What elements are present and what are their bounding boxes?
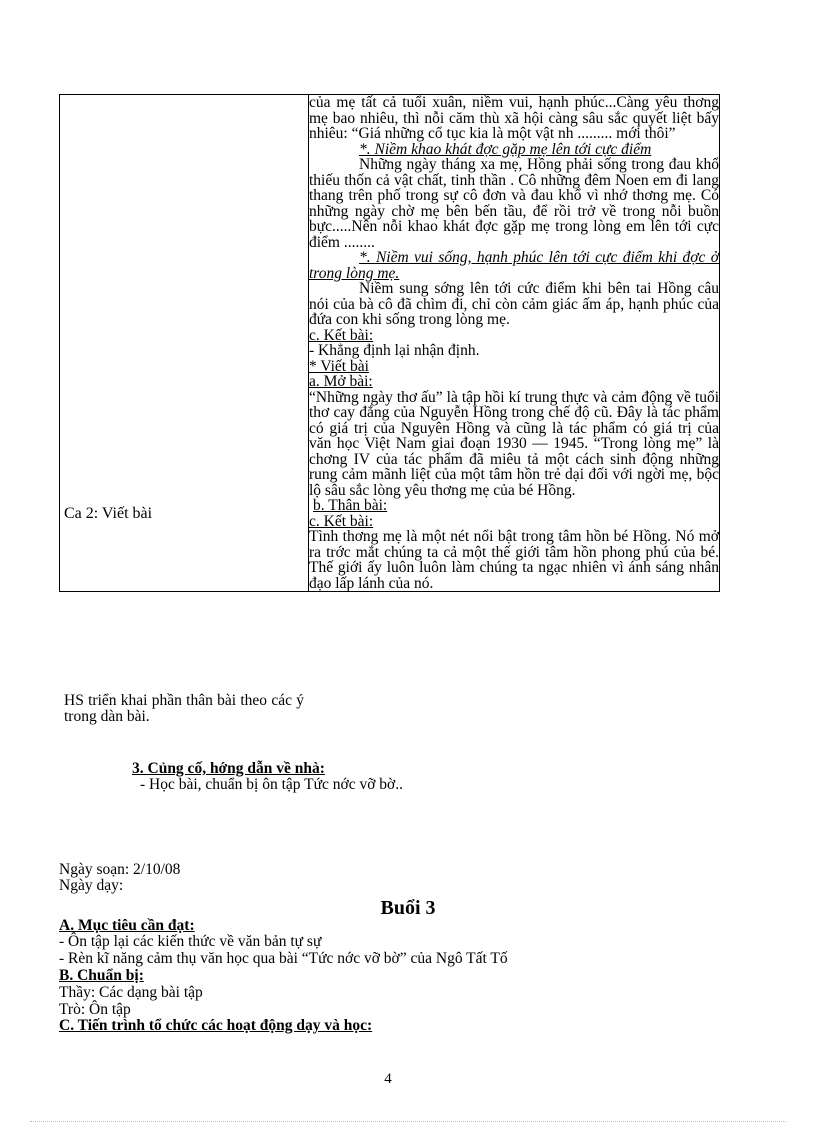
page-title: Buổi 3 xyxy=(380,897,436,919)
page-number: 4 xyxy=(384,1071,392,1087)
chuan-bi-tro: Trò: Ôn tập xyxy=(59,1001,131,1018)
than-bai-heading: b. Thân bài: xyxy=(313,497,388,514)
muc-tieu-item-1: - Ôn tập lại các kiến thức về văn bản tự sự xyxy=(59,933,322,950)
activity-label-hs: HS triển khai phần thân bài theo các ý trong dàn bài. xyxy=(64,692,304,725)
cung-co-text: - Học bài, chuẩn bị ôn tập Tức nớc vỡ bờ.. xyxy=(140,776,403,793)
heading-niem-vui: *. Niềm vui sống, hạnh phúc lên tới cực điểm khi đợc ở trong lòng mẹ. xyxy=(309,249,719,282)
ngay-soan: Ngày soạn: 2/10/08 xyxy=(59,861,181,878)
viet-bai-heading: * Viết bài xyxy=(309,357,369,375)
chuan-bi-heading: B. Chuẩn bị: xyxy=(59,967,144,984)
paragraph-2: Những ngày tháng xa mẹ, Hồng phải sống trong đau khổ thiếu thốn cả vật chất, tinh thần . Cô những đêm Noen em đi lang thang trên phố trong sự cô đơn và đau khổ vì nhớ thơng mẹ. Có những ngày chờ mẹ bên bến tầu, để rồi trở về trong nỗi buồn bực.....Nên nỗi khao khát đợc gặp mẹ trong lòng em lên tới cực điểm ........ xyxy=(309,156,719,251)
ket-bai-text-1: - Khẳng định lại nhận định. xyxy=(309,342,480,359)
ngay-day: Ngày dạy: xyxy=(59,877,124,894)
cung-co-heading: 3. Củng cố, hớng dẫn về nhà: xyxy=(132,760,325,777)
muc-tieu-item-2: - Rèn kĩ năng cảm thụ văn học qua bài “Tức nớc vỡ bờ” của Ngô Tất Tố xyxy=(59,950,508,967)
paragraph-4: “Những ngày thơ ấu” là tập hồi kí trung thực và cảm động về tuổi thơ cay đắng của Nguyễn Hồng trong chế độ cũ. Đây là tác phẩm có giá trị của Nguyên Hồng và cũng là tác phẩm có giá trị của văn học Việt Nam giai đoạn 1930 — 1945. “Trong lòng mẹ” là chơng IV của tác phẩm đã miêu tả một cách sinh động những rung cảm mãnh liệt của một tâm hồn trẻ dại đối với ngời mẹ, bộc lộ sâu sắc lòng yêu thơng mẹ của bé Hồng. xyxy=(309,388,719,499)
heading-khao-khat: *. Niềm khao khát đợc gặp mẹ lên tới cực điểm xyxy=(359,140,652,158)
left-column xyxy=(60,95,309,725)
footer-divider xyxy=(30,1121,786,1122)
ket-bai-heading-1: c. Kết bài: xyxy=(309,326,374,344)
muc-tieu-heading: A. Mục tiêu cần đạt: xyxy=(59,917,195,934)
paragraph-1: của mẹ tất cả tuổi xuân, niềm vui, hạnh phúc...Càng yêu thơng mẹ bao nhiêu, thì nỗi căm thù xã hội càng sâu sắc quyết liệt bấy nhiêu: “Giá những cổ tục kia là một vật nh ......... mới thôi” xyxy=(309,94,719,142)
mo-bai-heading: a. Mở bài: xyxy=(309,373,373,390)
tien-trinh-heading: C. Tiến trình tổ chức các hoạt động dạy và học: xyxy=(59,1017,373,1034)
paragraph-5: Tình thơng mẹ là một nét nổi bật trong tâm hồn bé Hồng. Nó mở ra trớc mắt chúng ta cả một thế giới tâm hồn phong phú của bé. Thế giới ấy luôn luôn làm chúng ta ngạc nhiên vì ánh sáng nhân đạo lấp lánh của nó. xyxy=(309,528,719,592)
lesson-table xyxy=(59,94,720,725)
paragraph-3: Niềm sung sớng lên tới cức điểm khi bên tai Hồng câu nói của bà cô đã chìm đi, chỉ còn cảm giác ấm áp, hạnh phúc của đứa con khi sống trong lòng mẹ. xyxy=(309,280,719,328)
chuan-bi-thay: Thầy: Các dạng bài tập xyxy=(59,984,203,1001)
activity-label-ca2: Ca 2: Viết bài xyxy=(64,505,153,522)
ket-bai-heading-2: c. Kết bài: xyxy=(309,512,374,530)
right-column xyxy=(309,95,720,592)
